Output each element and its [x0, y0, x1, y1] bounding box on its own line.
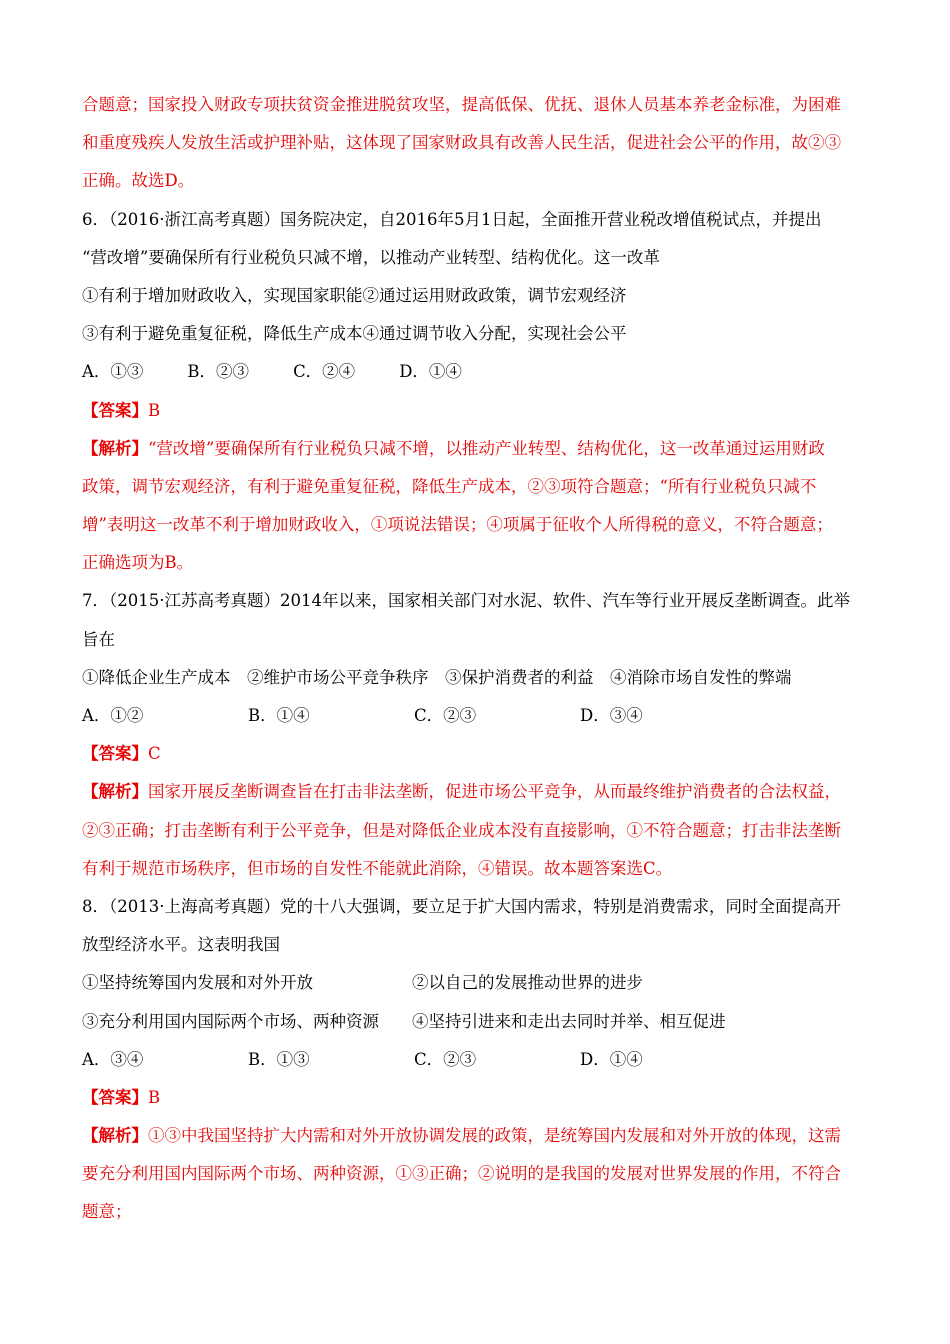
option-c: C．②③: [414, 706, 477, 725]
q5-analysis-tail: [82, 86, 872, 201]
option-a: A．③④: [82, 1049, 144, 1069]
analysis-line: 正确。故选D。: [82, 171, 195, 191]
analysis-line: 合题意；国家投入财政专项扶贫资金推进脱贫攻坚，提高低保、优抚、退休人员基本养老金标准，为困难: [82, 95, 841, 114]
answer-options: [82, 353, 872, 391]
question-stem: “营改增”要确保所有行业税负只减不增，以推动产业转型、结构优化。这一改革: [82, 247, 660, 267]
analysis-line: [82, 1117, 872, 1155]
option-a: A．①③: [82, 362, 144, 382]
question-statement: ②以自己的发展推动世界的进步: [412, 973, 643, 993]
question-7: [82, 582, 872, 888]
analysis-line: [82, 773, 872, 811]
question-statement-row: [82, 1003, 872, 1041]
analysis-label: 【解析】: [82, 438, 148, 458]
analysis-text: 国家开展反垄断调查旨在打击非法垄断，促进市场公平竞争，从而最终维护消费者的合法权益，: [148, 782, 841, 802]
question-6: [82, 201, 872, 583]
answer-value: C: [148, 744, 161, 764]
option-c: C．②③: [414, 1049, 477, 1069]
analysis-line: 正确选项为B。: [82, 553, 194, 573]
analysis-line: 要充分利用国内国际两个市场、两种资源，①③正确；②说明的是我国的发展对世界发展的作用，不符合: [82, 1164, 841, 1184]
analysis-line: 增”表明这一改革不利于增加财政收入，①项说法错误；④项属于征收个人所得税的意义，不符合题意；: [82, 515, 833, 535]
analysis-line: 题意；: [82, 1202, 132, 1222]
question-8: [82, 888, 872, 1232]
option-b: B．②③: [187, 362, 250, 382]
question-statement: ③有利于避免重复征税，降低生产成本④通过调节收入分配，实现社会公平: [82, 324, 627, 344]
answer-line: [82, 735, 872, 773]
document-page: [82, 86, 872, 1232]
analysis-text: “营改增”要确保所有行业税负只减不增，以推动产业转型、结构优化，这一改革通过运用财政: [148, 438, 825, 458]
question-statement-row: [82, 964, 872, 1002]
answer-label: 【答案】: [82, 1087, 148, 1107]
analysis-line: [82, 430, 872, 468]
answer-value: B: [148, 400, 161, 420]
question-stem: 7．（2015·江苏高考真题）2014年以来，国家相关部门对水泥、软件、汽车等行业开展反垄断调查。此举: [82, 591, 850, 611]
option-d: D．①④: [399, 362, 462, 382]
question-stem: 放型经济水平。这表明我国: [82, 935, 280, 955]
option-d: D．①④: [580, 1049, 643, 1069]
question-statement: ④坚持引进来和走出去同时并举、相互促进: [412, 1011, 726, 1031]
analysis-line: ②③正确；打击垄断有利于公平竞争，但是对降低企业成本没有直接影响，①不符合题意；打击非法垄断: [82, 820, 841, 840]
answer-label: 【答案】: [82, 744, 148, 764]
analysis-line: 和重度残疾人发放生活或护理补贴，这体现了国家财政具有改善人民生活，促进社会公平的作用，故②③: [82, 133, 841, 153]
analysis-text: ①③中我国坚持扩大内需和对外开放协调发展的政策，是统筹国内发展和对外开放的体现，这需: [148, 1126, 841, 1146]
question-statement: ①降低企业生产成本 ②维护市场公平竞争秩序 ③保护消费者的利益 ④消除市场自发性的弊端: [82, 667, 792, 687]
option-b: B．①④: [248, 706, 310, 725]
option-d: D．③④: [580, 706, 643, 725]
answer-line: [82, 392, 872, 430]
question-statement: ①有利于增加财政收入，实现国家职能②通过运用财政政策，调节宏观经济: [82, 285, 627, 305]
answer-options: [82, 1041, 872, 1079]
question-stem: 旨在: [82, 629, 115, 649]
question-statement: ③充分利用国内国际两个市场、两种资源: [82, 1011, 379, 1031]
answer-line: [82, 1079, 872, 1117]
answer-value: B: [148, 1087, 161, 1107]
analysis-line: 有利于规范市场秩序，但市场的自发性不能就此消除，④错误。故本题答案选C。: [82, 858, 673, 878]
question-statement: ①坚持统筹国内发展和对外开放: [82, 973, 313, 993]
option-a: A．①②: [82, 706, 144, 725]
answer-options: [82, 697, 872, 735]
analysis-label: 【解析】: [82, 1126, 148, 1146]
analysis-line: 政策，调节宏观经济，有利于避免重复征税，降低生产成本，②③项符合题意；“所有行业税负只减不: [82, 476, 817, 496]
option-c: C．②④: [293, 362, 356, 382]
option-b: B．①③: [248, 1049, 310, 1069]
answer-label: 【答案】: [82, 400, 148, 420]
analysis-label: 【解析】: [82, 782, 148, 802]
question-stem: 6．（2016·浙江高考真题）国务院决定，自2016年5月1日起，全面推开营业税改增值税试点，并提出: [82, 209, 822, 229]
question-stem: 8．（2013·上海高考真题）党的十八大强调，要立足于扩大国内需求，特别是消费需求，同时全面提高开: [82, 896, 841, 916]
